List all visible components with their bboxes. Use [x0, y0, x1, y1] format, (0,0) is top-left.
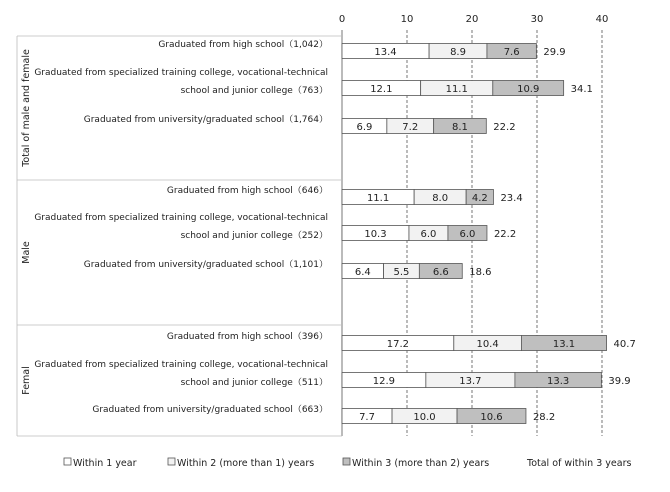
segment-value-label: 6.0 [459, 229, 476, 240]
category-label: Graduated from university/graduated school（1,101） [83, 260, 328, 270]
total-value-label: 40.7 [613, 339, 636, 350]
category-label: school and junior college（763） [180, 86, 328, 96]
total-value-label: 39.9 [608, 376, 631, 387]
segment-value-label: 7.2 [402, 122, 419, 133]
x-tick-label: 30 [530, 14, 544, 25]
legend-swatch [64, 458, 71, 465]
segment-value-label: 7.6 [503, 47, 520, 58]
category-label: Graduated from specialized training college, vocational-technical [34, 360, 328, 370]
category-label: Graduated from high school（396） [166, 332, 328, 342]
x-tick-label: 0 [338, 14, 346, 25]
segment-value-label: 13.1 [552, 339, 576, 350]
category-label: school and junior college（511） [180, 378, 328, 388]
segment-value-label: 8.1 [452, 122, 468, 133]
legend-label: Within 3 (more than 2) years [352, 458, 490, 469]
total-value-label: 23.4 [500, 193, 523, 204]
x-tick-label: 40 [595, 14, 609, 25]
segment-value-label: 13.3 [546, 376, 570, 387]
segment-value-label: 12.9 [372, 376, 396, 387]
category-label: Graduated from specialized training college, vocational-technical [34, 68, 328, 78]
legend-label: Within 1 year [73, 458, 137, 469]
legend-swatch [168, 458, 175, 465]
segment-value-label: 10.0 [413, 412, 436, 423]
segment-value-label: 6.0 [420, 229, 437, 240]
category-label: Graduated from high school（646） [166, 186, 328, 196]
category-label: Graduated from university/graduated school（663） [92, 405, 328, 415]
segment-value-label: 17.2 [386, 339, 410, 350]
segment-value-label: 8.9 [450, 47, 466, 58]
segment-value-label: 10.4 [476, 339, 499, 350]
segment-value-label: 10.3 [364, 229, 387, 240]
total-value-label: 22.2 [493, 229, 517, 240]
segment-value-label: 10.9 [517, 84, 540, 95]
group-label: Male [21, 241, 32, 264]
legend-total-label: Total of within 3 years [527, 458, 632, 469]
segment-value-label: 7.7 [359, 412, 375, 423]
segment-value-label: 13.4 [374, 47, 397, 58]
segment-value-label: 6.4 [354, 267, 371, 278]
group-label: Femal [21, 366, 32, 395]
x-tick-label: 10 [400, 14, 414, 25]
x-tick-label: 20 [465, 14, 479, 25]
category-label: Graduated from specialized training college, vocational-technical [34, 213, 328, 223]
legend-swatch [343, 458, 350, 465]
segment-value-label: 6.9 [356, 122, 373, 133]
segment-value-label: 13.7 [459, 376, 482, 387]
segment-value-label: 8.0 [432, 193, 449, 204]
segment-value-label: 12.1 [370, 84, 393, 95]
segment-value-label: 6.6 [432, 267, 449, 278]
segment-value-label: 11.1 [366, 193, 390, 204]
category-label: Graduated from high school（1,042） [158, 40, 328, 50]
total-value-label: 29.9 [543, 47, 566, 58]
total-value-label: 28.2 [532, 412, 556, 423]
category-label: Graduated from university/graduated school（1,764） [83, 115, 328, 125]
segment-value-label: 11.1 [445, 84, 468, 95]
category-label: school and junior college（252） [180, 231, 328, 241]
total-value-label: 22.2 [493, 122, 516, 133]
legend-label: Within 2 (more than 1) years [177, 458, 315, 469]
segment-value-label: 4.2 [471, 193, 488, 204]
group-label: Total of male and female [21, 49, 32, 167]
segment-value-label: 5.5 [393, 267, 410, 278]
total-value-label: 18.6 [469, 267, 492, 278]
segment-value-label: 10.6 [480, 412, 503, 423]
total-value-label: 34.1 [570, 84, 593, 95]
